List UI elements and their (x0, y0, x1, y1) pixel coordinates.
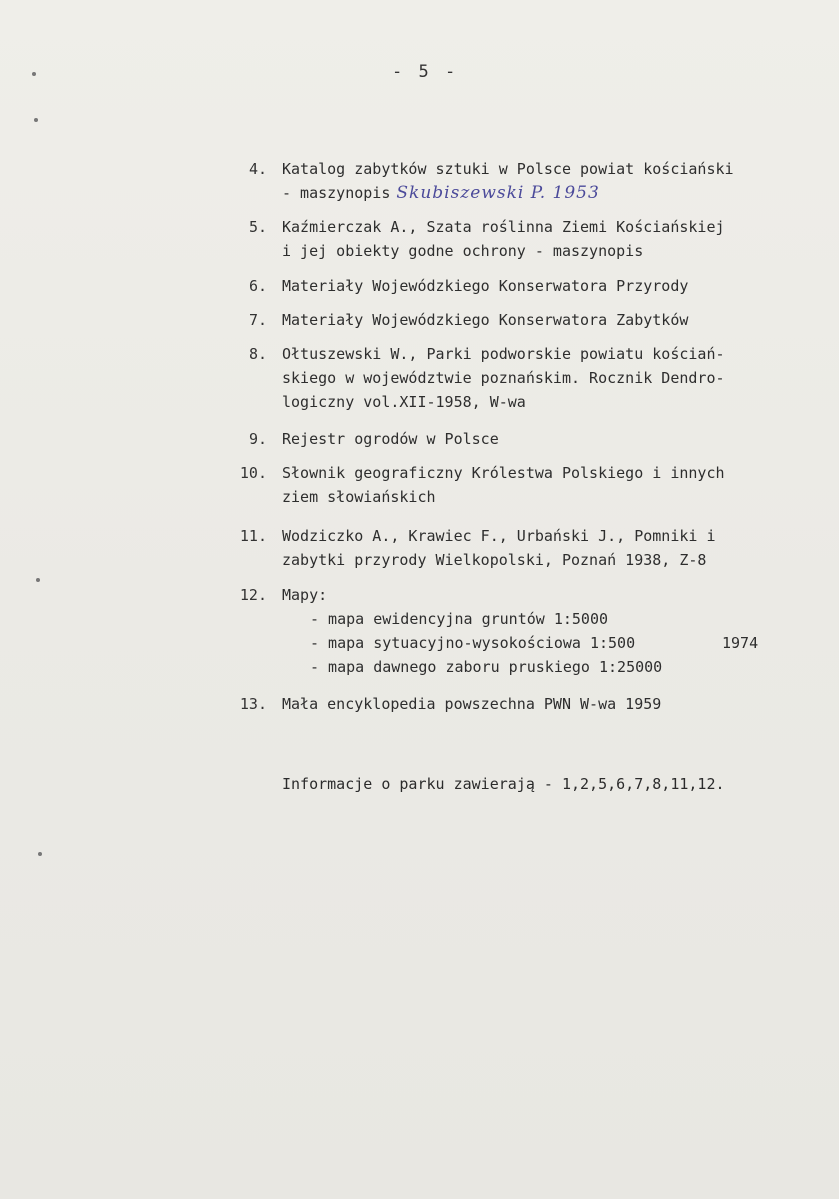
item-line: Materiały Wojewódzkiego Konserwatora Przyrody (282, 277, 689, 295)
year-note: 1974 (722, 634, 759, 652)
item-number: 4. (248, 160, 267, 178)
item-line: Mapy: (282, 586, 328, 604)
item-line: - maszynopis (282, 184, 391, 202)
item-number: 8. (248, 345, 267, 363)
item-line: Katalog zabytków sztuki w Polsce powiat kościański (282, 160, 734, 178)
scan-speck (34, 118, 38, 122)
scan-speck (38, 852, 42, 856)
item-line: Rejestr ogrodów w Polsce (282, 430, 499, 448)
item-number: 11. (239, 527, 267, 545)
item-line: Słownik geograficzny Królestwa Polskiego i innych (282, 464, 725, 482)
item-line: i jej obiekty godne ochrony - maszynopis (282, 242, 644, 260)
item-line: Kaźmierczak A., Szata roślinna Ziemi Kościańskiej (282, 218, 725, 236)
scan-speck (36, 578, 40, 582)
item-line: ziem słowiańskich (282, 488, 436, 506)
item-line: zabytki przyrody Wielkopolski, Poznań 1938, Z-8 (282, 551, 707, 569)
item-number: 7. (248, 311, 267, 329)
item-number: 9. (248, 430, 267, 448)
handwritten-note: Skubiszewski P. 1953 (396, 183, 600, 203)
item-line: Materiały Wojewódzkiego Konserwatora Zabytków (282, 311, 689, 329)
item-line: Ołtuszewski W., Parki podworskie powiatu kościań- (282, 345, 725, 363)
item-line: skiego w województwie poznańskim. Rocznik Dendro- (282, 369, 725, 387)
item-number: 10. (239, 464, 267, 482)
item-number: 5. (248, 218, 267, 236)
item-line: logiczny vol.XII-1958, W-wa (282, 393, 526, 411)
sub-item-line: - mapa dawnego zaboru pruskiego 1:25000 (310, 658, 663, 676)
item-number: 12. (239, 586, 267, 604)
summary-note: Informacje o parku zawierają - 1,2,5,6,7,8,11,12. (282, 775, 725, 793)
sub-item-line: - mapa sytuacyjno-wysokościowa 1:500 (310, 634, 636, 652)
item-number: 6. (248, 277, 267, 295)
page-number: - 5 - (392, 62, 459, 82)
sub-item-line: - mapa ewidencyjna gruntów 1:5000 (310, 610, 609, 628)
scan-speck (32, 72, 36, 76)
item-line: Wodziczko A., Krawiec F., Urbański J., Pomniki i (282, 527, 716, 545)
item-number: 13. (239, 695, 267, 713)
item-line: Mała encyklopedia powszechna PWN W-wa 1959 (282, 695, 662, 713)
